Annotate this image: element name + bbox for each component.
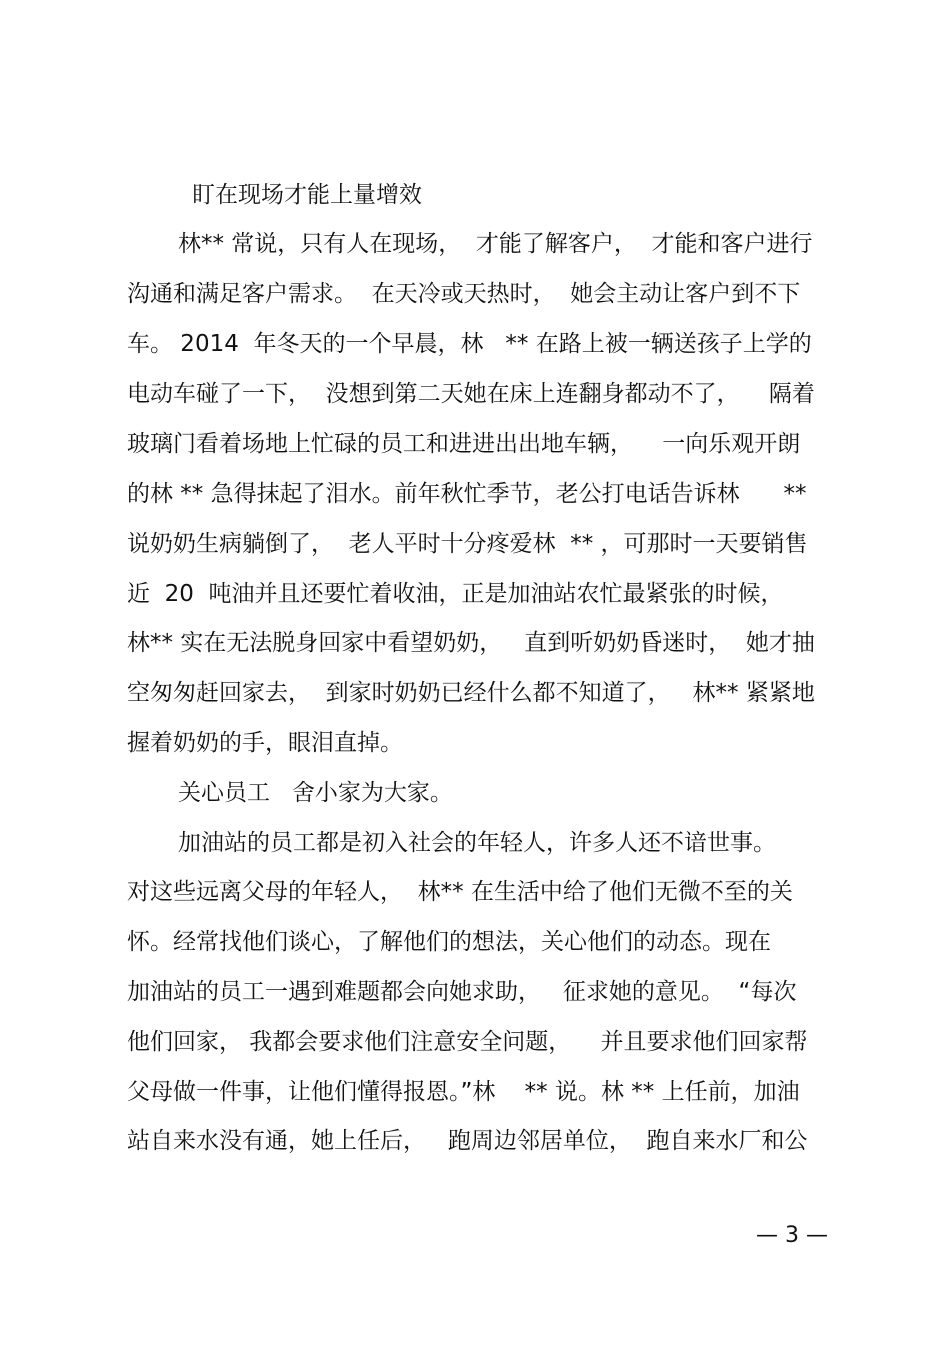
paragraph-line: 对这些远离父母的年轻人， 林** 在生活中给了他们无微不至的关 bbox=[127, 879, 793, 905]
paragraph-line: 握着奶奶的手，眼泪直掉。 bbox=[127, 730, 403, 756]
paragraph-line: 林** 实在无法脱身回家中看望奶奶， 直到听奶奶昏迷时， 她才抽 bbox=[127, 630, 815, 656]
paragraph-line: 玻璃门看着场地上忙碌的员工和进进出出地车辆， 一向乐观开朗 bbox=[127, 431, 801, 457]
paragraph-line: 的林 ** 急得抹起了泪水。前年秋忙季节，老公打电话告诉林 ** bbox=[127, 481, 807, 507]
paragraph-line: 林** 常说，只有人在现场， 才能了解客户， 才能和客户进行 bbox=[178, 231, 813, 257]
page-number: — 3 — bbox=[756, 1223, 828, 1248]
paragraph-line: 怀。经常找他们谈心，了解他们的想法，关心他们的动态。现在 bbox=[127, 929, 771, 955]
paragraph-line: 站自来水没有通，她上任后， 跑周边邻居单位， 跑自来水厂和公 bbox=[127, 1128, 808, 1154]
paragraph-line: 空匆匆赶回家去， 到家时奶奶已经什么都不知道了， 林** 紧紧地 bbox=[127, 680, 815, 706]
paragraph-line: 加油站的员工一遇到难题都会向她求助， 征求她的意见。 “每次 bbox=[127, 979, 797, 1005]
paragraph-line: 电动车碰了一下， 没想到第二天她在床上连翻身都动不了， 隔着 bbox=[127, 381, 815, 407]
paragraph-line: 他们回家， 我都会要求他们注意安全问题， 并且要求他们回家帮 bbox=[127, 1029, 808, 1055]
paragraph-line: 父母做一件事，让他们懂得报恩。”林 ** 说。林 ** 上任前，加油 bbox=[127, 1079, 800, 1105]
paragraph-line: 近 20 吨油并且还要忙着收油，正是加油站农忙最紧张的时候， bbox=[127, 581, 784, 607]
paragraph-line: 沟通和满足客户需求。 在天冷或天热时， 她会主动让客户到不下 bbox=[127, 281, 801, 307]
paragraph-line: 加油站的员工都是初入社会的年轻人，许多人还不谙世事。 bbox=[178, 830, 776, 856]
paragraph-line: 车。 2014 年冬天的一个早晨，林 ** 在路上被一辆送孩子上学的 bbox=[127, 331, 812, 357]
section-heading: 盯在现场才能上量增效 bbox=[192, 182, 422, 208]
paragraph-line: 说奶奶生病躺倒了， 老人平时十分疼爱林 ** ，可那时一天要销售 bbox=[127, 531, 808, 557]
section-heading: 关心员工 舍小家为大家。 bbox=[178, 780, 453, 806]
